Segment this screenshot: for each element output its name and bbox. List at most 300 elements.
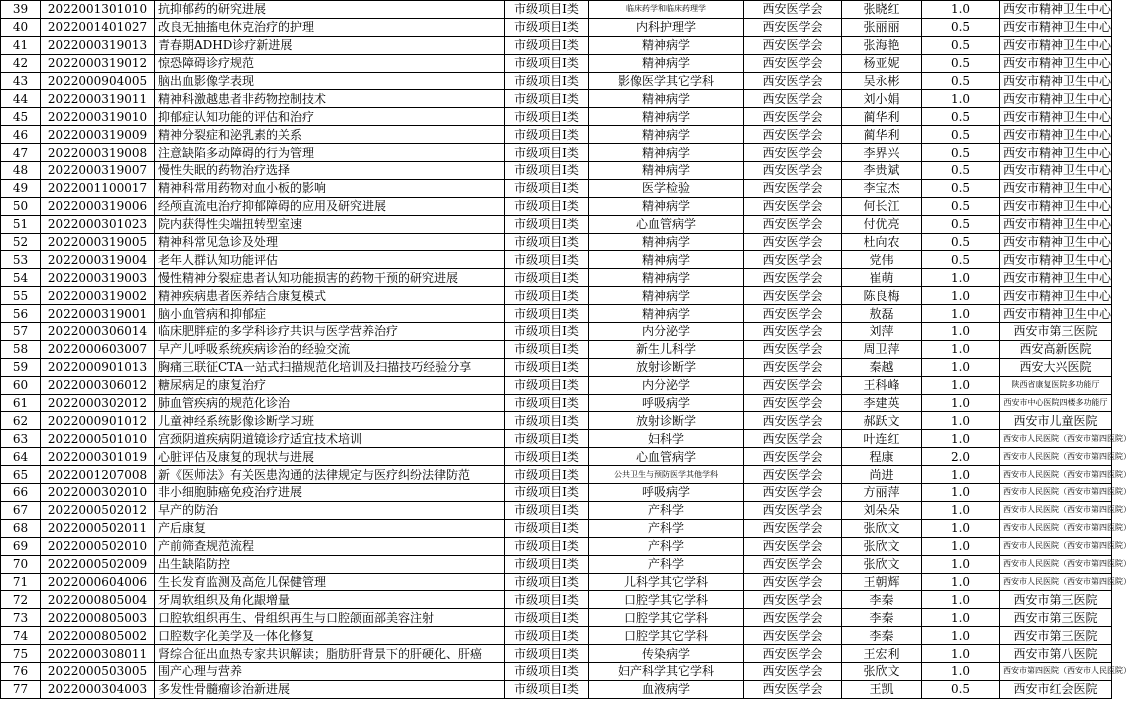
person-cell: 吴永彬 [842,72,922,90]
credit-cell: 0.5 [922,54,1000,72]
credit-cell: 0.5 [922,680,1000,698]
subject-cell: 精神病学 [589,287,744,305]
table-row [1,394,1112,412]
credit-cell: 0.5 [922,36,1000,54]
org-cell: 西安医学会 [744,215,842,233]
title-cell: 惊恐障碍诊疗规范 [155,54,505,72]
unit-cell: 西安市精神卫生中心 [1000,215,1112,233]
person-cell: 李秦 [842,627,922,645]
subject-cell: 临床药学和临床药理学 [589,1,744,19]
credit-cell: 1.0 [922,358,1000,376]
title-cell: 精神科常见急诊及处理 [155,233,505,251]
table-row [1,645,1112,663]
subject-cell: 传染病学 [589,645,744,663]
org-cell: 西安医学会 [744,54,842,72]
subject-cell: 精神病学 [589,305,744,323]
level-cell: 市级项目I类 [505,609,589,627]
title-cell: 抗抑郁药的研究进展 [155,1,505,19]
title-cell: 精神疾病患者医养结合康复模式 [155,287,505,305]
code-cell: 2022000302010 [41,484,155,502]
org-cell: 西安医学会 [744,627,842,645]
code-cell: 2022000301023 [41,215,155,233]
subject-cell: 儿科学其它学科 [589,573,744,591]
subject-cell: 放射诊断学 [589,412,744,430]
table-row [1,555,1112,573]
level-cell: 市级项目I类 [505,448,589,466]
level-cell: 市级项目I类 [505,36,589,54]
credit-cell: 0.5 [922,144,1000,162]
subject-cell: 口腔学其它学科 [589,627,744,645]
unit-cell: 西安市中心医院四楼多功能厅 [1000,394,1112,412]
code-cell: 2022000904005 [41,72,155,90]
org-cell: 西安医学会 [744,430,842,448]
person-cell: 李界兴 [842,144,922,162]
org-cell: 西安医学会 [744,501,842,519]
seq-cell: 54 [1,269,41,287]
subject-cell: 内分泌学 [589,323,744,341]
subject-cell: 精神病学 [589,126,744,144]
code-cell: 2022000503005 [41,662,155,680]
org-cell: 西安医学会 [744,233,842,251]
credit-cell: 1.0 [922,609,1000,627]
org-cell: 西安医学会 [744,18,842,36]
credit-cell: 0.5 [922,162,1000,180]
unit-cell: 西安市人民医院（西安市第四医院） [1000,519,1112,537]
code-cell: 2022000319003 [41,269,155,287]
level-cell: 市级项目I类 [505,376,589,394]
seq-cell: 51 [1,215,41,233]
unit-cell: 西安市精神卫生中心 [1000,18,1112,36]
org-cell: 西安医学会 [744,609,842,627]
org-cell: 西安医学会 [744,519,842,537]
seq-cell: 76 [1,662,41,680]
table-row [1,215,1112,233]
level-cell: 市级项目I类 [505,269,589,287]
subject-cell: 放射诊断学 [589,358,744,376]
credit-cell: 0.5 [922,126,1000,144]
seq-cell: 42 [1,54,41,72]
table-row [1,323,1112,341]
seq-cell: 50 [1,197,41,215]
subject-cell: 内分泌学 [589,376,744,394]
subject-cell: 妇产科学其它学科 [589,662,744,680]
seq-cell: 67 [1,501,41,519]
title-cell: 生长发育监测及高危儿保健管理 [155,573,505,591]
table-row [1,501,1112,519]
credit-cell: 1.0 [922,269,1000,287]
seq-cell: 74 [1,627,41,645]
seq-cell: 64 [1,448,41,466]
code-cell: 2022000319011 [41,90,155,108]
title-cell: 脑出血影像学表现 [155,72,505,90]
code-cell: 2022000604006 [41,573,155,591]
org-cell: 西安医学会 [744,376,842,394]
level-cell: 市级项目I类 [505,466,589,484]
person-cell: 张晓红 [842,1,922,19]
credit-cell: 0.5 [922,72,1000,90]
unit-cell: 西安市人民医院（西安市第四医院） [1000,484,1112,502]
table-row [1,662,1112,680]
unit-cell: 西安市第三医院 [1000,591,1112,609]
subject-cell: 新生儿科学 [589,340,744,358]
seq-cell: 43 [1,72,41,90]
level-cell: 市级项目I类 [505,573,589,591]
person-cell: 刘萍 [842,323,922,341]
code-cell: 2022000304003 [41,680,155,698]
seq-cell: 65 [1,466,41,484]
person-cell: 崔萌 [842,269,922,287]
table-row [1,251,1112,269]
credit-cell: 1.0 [922,412,1000,430]
title-cell: 围产心理与营养 [155,662,505,680]
credit-cell: 1.0 [922,287,1000,305]
org-cell: 西安医学会 [744,144,842,162]
credit-cell: 1.0 [922,501,1000,519]
unit-cell: 西安大兴医院 [1000,358,1112,376]
unit-cell: 西安市精神卫生中心 [1000,108,1112,126]
title-cell: 抑郁症认知功能的评估和治疗 [155,108,505,126]
subject-cell: 产科学 [589,555,744,573]
subject-cell: 血液病学 [589,680,744,698]
table-row [1,680,1112,698]
title-cell: 宫颈阴道疾病阴道镜诊疗适宜技术培训 [155,430,505,448]
code-cell: 2022001401027 [41,18,155,36]
unit-cell: 西安市精神卫生中心 [1000,287,1112,305]
title-cell: 牙周软组织及角化龈增量 [155,591,505,609]
code-cell: 2022000901012 [41,412,155,430]
level-cell: 市级项目I类 [505,233,589,251]
title-cell: 精神科激越患者非药物控制技术 [155,90,505,108]
unit-cell: 西安市人民医院（西安市第四医院） [1000,555,1112,573]
title-cell: 胸痛三联征CTA一站式扫描规范化培训及扫描技巧经验分享 [155,358,505,376]
title-cell: 慢性精神分裂症患者认知功能损害的药物干预的研究进展 [155,269,505,287]
seq-cell: 53 [1,251,41,269]
seq-cell: 40 [1,18,41,36]
seq-cell: 61 [1,394,41,412]
subject-cell: 医学检验 [589,179,744,197]
person-cell: 张海艳 [842,36,922,54]
subject-cell: 公共卫生与预防医学其他学科 [589,466,744,484]
subject-cell: 内科护理学 [589,18,744,36]
person-cell: 刘小娟 [842,90,922,108]
credit-cell: 0.5 [922,233,1000,251]
person-cell: 何长江 [842,197,922,215]
title-cell: 精神科常用药物对血小板的影响 [155,179,505,197]
seq-cell: 66 [1,484,41,502]
title-cell: 儿童神经系统影像诊断学习班 [155,412,505,430]
person-cell: 程康 [842,448,922,466]
level-cell: 市级项目I类 [505,537,589,555]
table-row [1,144,1112,162]
code-cell: 2022000306014 [41,323,155,341]
credit-cell: 1.0 [922,555,1000,573]
code-cell: 2022000319005 [41,233,155,251]
unit-cell: 西安市精神卫生中心 [1000,54,1112,72]
title-cell: 注意缺陷多动障碍的行为管理 [155,144,505,162]
table-row [1,197,1112,215]
seq-cell: 59 [1,358,41,376]
level-cell: 市级项目I类 [505,484,589,502]
table-row [1,36,1112,54]
title-cell: 早产儿呼吸系统疾病诊治的经验交流 [155,340,505,358]
table-row [1,1,1112,19]
credit-cell: 1.0 [922,466,1000,484]
title-cell: 产后康复 [155,519,505,537]
level-cell: 市级项目I类 [505,645,589,663]
level-cell: 市级项目I类 [505,591,589,609]
subject-cell: 产科学 [589,537,744,555]
org-cell: 西安医学会 [744,323,842,341]
unit-cell: 西安市第三医院 [1000,627,1112,645]
person-cell: 李贵斌 [842,162,922,180]
subject-cell: 产科学 [589,501,744,519]
seq-cell: 39 [1,1,41,19]
level-cell: 市级项目I类 [505,215,589,233]
code-cell: 2022000306012 [41,376,155,394]
unit-cell: 西安市精神卫生中心 [1000,72,1112,90]
level-cell: 市级项目I类 [505,1,589,19]
table-row [1,269,1112,287]
credit-cell: 1.0 [922,537,1000,555]
unit-cell: 西安市精神卫生中心 [1000,233,1112,251]
credit-cell: 0.5 [922,108,1000,126]
code-cell: 2022000308011 [41,645,155,663]
credit-cell: 1.0 [922,376,1000,394]
person-cell: 李秦 [842,609,922,627]
seq-cell: 72 [1,591,41,609]
code-cell: 2022000901013 [41,358,155,376]
code-cell: 2022000805003 [41,609,155,627]
subject-cell: 呼吸病学 [589,394,744,412]
seq-cell: 52 [1,233,41,251]
credit-cell: 1.0 [922,519,1000,537]
seq-cell: 71 [1,573,41,591]
person-cell: 蔺华利 [842,108,922,126]
table-row [1,358,1112,376]
org-cell: 西安医学会 [744,1,842,19]
title-cell: 肾综合征出血热专家共识解读；脂肪肝背景下的肝硬化、肝癌 [155,645,505,663]
person-cell: 张欣文 [842,519,922,537]
org-cell: 西安医学会 [744,466,842,484]
subject-cell: 心血管病学 [589,215,744,233]
org-cell: 西安医学会 [744,108,842,126]
table-row [1,305,1112,323]
table-row [1,179,1112,197]
table-row [1,573,1112,591]
credit-cell: 1.0 [922,645,1000,663]
table-row [1,627,1112,645]
seq-cell: 47 [1,144,41,162]
credit-cell: 1.0 [922,484,1000,502]
person-cell: 方丽萍 [842,484,922,502]
person-cell: 张欣文 [842,662,922,680]
seq-cell: 56 [1,305,41,323]
person-cell: 尚进 [842,466,922,484]
unit-cell: 西安市精神卫生中心 [1000,36,1112,54]
level-cell: 市级项目I类 [505,179,589,197]
code-cell: 2022000319008 [41,144,155,162]
subject-cell: 精神病学 [589,251,744,269]
seq-cell: 44 [1,90,41,108]
subject-cell: 精神病学 [589,233,744,251]
org-cell: 西安医学会 [744,448,842,466]
org-cell: 西安医学会 [744,340,842,358]
credit-cell: 1.0 [922,340,1000,358]
level-cell: 市级项目I类 [505,144,589,162]
credit-cell: 1.0 [922,90,1000,108]
title-cell: 口腔软组织再生、骨组织再生与口腔颌面部美容注射 [155,609,505,627]
unit-cell: 西安市精神卫生中心 [1000,126,1112,144]
seq-cell: 49 [1,179,41,197]
seq-cell: 55 [1,287,41,305]
seq-cell: 68 [1,519,41,537]
person-cell: 党伟 [842,251,922,269]
person-cell: 李秦 [842,591,922,609]
person-cell: 张欣文 [842,537,922,555]
unit-cell: 西安市第八医院 [1000,645,1112,663]
credit-cell: 1.0 [922,591,1000,609]
credit-cell: 1.0 [922,1,1000,19]
level-cell: 市级项目I类 [505,305,589,323]
unit-cell: 西安市精神卫生中心 [1000,162,1112,180]
subject-cell: 精神病学 [589,54,744,72]
level-cell: 市级项目I类 [505,72,589,90]
credit-cell: 2.0 [922,448,1000,466]
org-cell: 西安医学会 [744,287,842,305]
level-cell: 市级项目I类 [505,90,589,108]
code-cell: 2022000805002 [41,627,155,645]
seq-cell: 63 [1,430,41,448]
table-row [1,537,1112,555]
seq-cell: 57 [1,323,41,341]
org-cell: 西安医学会 [744,394,842,412]
title-cell: 老年人群认知功能评估 [155,251,505,269]
subject-cell: 精神病学 [589,197,744,215]
credit-cell: 0.5 [922,197,1000,215]
subject-cell: 呼吸病学 [589,484,744,502]
unit-cell: 西安市精神卫生中心 [1000,305,1112,323]
unit-cell: 西安市精神卫生中心 [1000,251,1112,269]
seq-cell: 46 [1,126,41,144]
subject-cell: 心血管病学 [589,448,744,466]
table-row [1,90,1112,108]
person-cell: 杨亚妮 [842,54,922,72]
title-cell: 青春期ADHD诊疗新进展 [155,36,505,54]
person-cell: 周卫萍 [842,340,922,358]
unit-cell: 西安市人民医院（西安市第四医院） [1000,466,1112,484]
level-cell: 市级项目I类 [505,126,589,144]
org-cell: 西安医学会 [744,573,842,591]
table-row [1,376,1112,394]
level-cell: 市级项目I类 [505,519,589,537]
level-cell: 市级项目I类 [505,162,589,180]
unit-cell: 西安市精神卫生中心 [1000,144,1112,162]
org-cell: 西安医学会 [744,90,842,108]
title-cell: 心脏评估及康复的现状与进展 [155,448,505,466]
org-cell: 西安医学会 [744,680,842,698]
table-row [1,448,1112,466]
subject-cell: 精神病学 [589,90,744,108]
unit-cell: 西安市人民医院（西安市第四医院） [1000,537,1112,555]
code-cell: 2022000502010 [41,537,155,555]
unit-cell: 西安市精神卫生中心 [1000,1,1112,19]
table-body [1,1,1131,699]
org-cell: 西安医学会 [744,555,842,573]
level-cell: 市级项目I类 [505,197,589,215]
seq-cell: 60 [1,376,41,394]
credit-cell: 1.0 [922,627,1000,645]
code-cell: 2022001100017 [41,179,155,197]
seq-cell: 41 [1,36,41,54]
credit-cell: 0.5 [922,215,1000,233]
org-cell: 西安医学会 [744,36,842,54]
title-cell: 多发性骨髓瘤诊治新进展 [155,680,505,698]
table-row [1,72,1112,90]
subject-cell: 产科学 [589,519,744,537]
person-cell: 王凯 [842,680,922,698]
level-cell: 市级项目I类 [505,287,589,305]
level-cell: 市级项目I类 [505,501,589,519]
level-cell: 市级项目I类 [505,394,589,412]
org-cell: 西安医学会 [744,484,842,502]
unit-cell: 西安市人民医院（西安市第四医院） [1000,501,1112,519]
credit-cell: 1.0 [922,323,1000,341]
person-cell: 张丽丽 [842,18,922,36]
subject-cell: 精神病学 [589,144,744,162]
level-cell: 市级项目I类 [505,680,589,698]
org-cell: 西安医学会 [744,591,842,609]
person-cell: 李宝杰 [842,179,922,197]
org-cell: 西安医学会 [744,537,842,555]
subject-cell: 精神病学 [589,108,744,126]
table-row [1,162,1112,180]
org-cell: 西安医学会 [744,126,842,144]
code-cell: 2022000319001 [41,305,155,323]
code-cell: 2022000319013 [41,36,155,54]
title-cell: 改良无抽搐电休克治疗的护理 [155,18,505,36]
org-cell: 西安医学会 [744,305,842,323]
org-cell: 西安医学会 [744,251,842,269]
code-cell: 2022000319002 [41,287,155,305]
org-cell: 西安医学会 [744,197,842,215]
title-cell: 出生缺陷防控 [155,555,505,573]
code-cell: 2022000319009 [41,126,155,144]
code-cell: 2022000502011 [41,519,155,537]
title-cell: 早产的防治 [155,501,505,519]
unit-cell: 西安市第四医院（西安市人民医院） [1000,662,1112,680]
code-cell: 2022000501010 [41,430,155,448]
seq-cell: 48 [1,162,41,180]
seq-cell: 77 [1,680,41,698]
org-cell: 西安医学会 [744,269,842,287]
seq-cell: 62 [1,412,41,430]
credit-cell: 1.0 [922,573,1000,591]
code-cell: 2022000502009 [41,555,155,573]
person-cell: 郝跃文 [842,412,922,430]
person-cell: 蔺华利 [842,126,922,144]
level-cell: 市级项目I类 [505,430,589,448]
seq-cell: 69 [1,537,41,555]
org-cell: 西安医学会 [744,412,842,430]
table-row [1,412,1112,430]
seq-cell: 70 [1,555,41,573]
title-cell: 脑小血管病和抑郁症 [155,305,505,323]
table-row [1,519,1112,537]
table-row [1,609,1112,627]
org-cell: 西安医学会 [744,645,842,663]
title-cell: 口腔数字化美学及一体化修复 [155,627,505,645]
level-cell: 市级项目I类 [505,340,589,358]
